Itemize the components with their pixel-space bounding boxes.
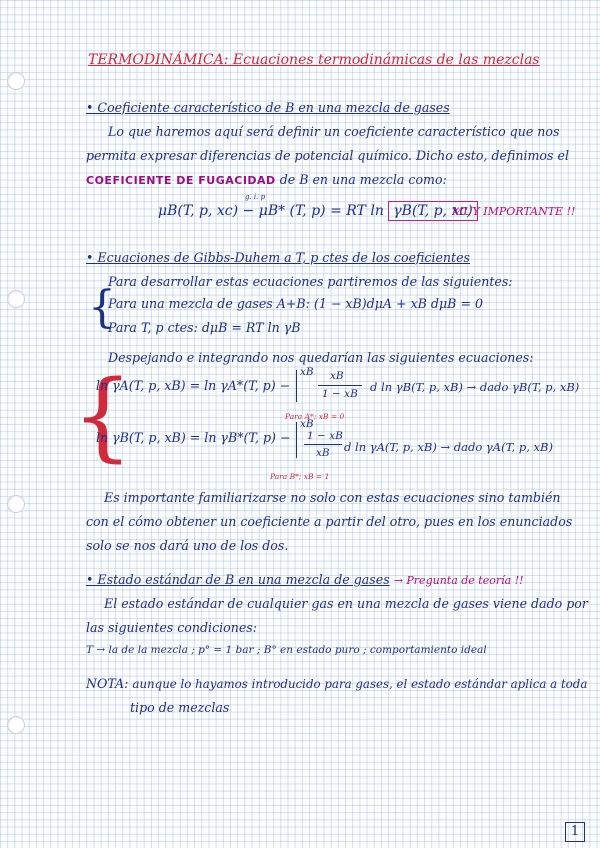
paragraph-line: permita expresar diferencias de potencial químico. Dicho esto, definimos el	[86, 148, 569, 163]
fraction-bar	[304, 444, 342, 445]
fraction-bar	[318, 385, 362, 386]
equation-gibbs-duhem: Para una mezcla de gases A+B: (1 − xB)dμA + xB dμB = 0	[108, 296, 484, 311]
heading-note: → Pregunta de teoría !!	[393, 574, 524, 587]
punch-hole	[7, 72, 25, 90]
note-line	[86, 676, 587, 691]
punch-hole	[7, 495, 25, 513]
note-text: aunque lo hayamos introducido para gases, el estado estándar aplica a toda	[132, 677, 588, 691]
paragraph-line: Para desarrollar estas ecuaciones partiremos de las siguientes:	[108, 274, 513, 289]
paragraph-line: tipo de mezclas	[130, 700, 230, 715]
integral-sign	[296, 422, 297, 458]
paragraph-line: Despejando e integrando nos quedarían las siguientes ecuaciones:	[108, 350, 534, 365]
section-heading-gibbs-duhem: • Ecuaciones de Gibbs-Duhem a T, p ctes de los coeficientes	[86, 250, 471, 265]
page-number: 1	[565, 822, 585, 842]
paragraph-line: Es importante familiarizarse no solo con estas ecuaciones sino también	[104, 490, 561, 505]
standard-state-conditions: T → la de la mezcla ; p° = 1 bar ; B° en estado puro ; comportamiento ideal	[86, 644, 487, 656]
term-fugacity-coefficient: COEFICIENTE DE FUGACIDAD	[86, 174, 276, 187]
section-heading-fugacity: • Coeficiente característico de B en una mezcla de gases	[86, 100, 450, 115]
fraction-numerator: xB	[330, 370, 344, 382]
equation-left: μB(T, p, xc) − μB* (T, p) = RT ln	[158, 203, 384, 219]
left-brace: {	[88, 282, 116, 333]
integral-lower-note: Para A*; xB = 0	[285, 412, 345, 421]
paragraph-line: con el cómo obtener un coeficiente a partir del otro, pues en los enunciados	[86, 514, 573, 529]
paragraph-text: de B en una mezcla como:	[279, 172, 447, 187]
equation-chemical-potential: Para T, p ctes: dμB = RT ln γB	[108, 320, 301, 335]
page-title: TERMODINÁMICA: Ecuaciones termodinámicas de las mezclas	[88, 52, 540, 68]
integral-upper-limit: xB	[300, 366, 314, 378]
paragraph-line: solo se nos dará uno de los dos.	[86, 538, 289, 553]
fraction-denominator: 1 − xB	[322, 388, 358, 400]
equation-lngammaA: ln γA(T, p, xB) = ln γA*(T, p) −	[96, 378, 291, 393]
section-heading-standard-state	[86, 572, 524, 587]
equation-lngammaB: ln γB(T, p, xB) = ln γB*(T, p) −	[96, 430, 291, 445]
fugacity-equation	[158, 203, 478, 219]
punch-hole	[7, 716, 25, 734]
fraction-numerator: 1 − xB	[307, 430, 343, 442]
equation-boxed-term: γB(T, p, xc)	[388, 201, 477, 221]
punch-hole	[7, 290, 25, 308]
integral-sign	[296, 370, 297, 402]
integral-upper-limit: xB	[300, 418, 314, 430]
equation-rhs: d ln γB(T, p, xB) → dado γB(T, p, xB)	[370, 380, 580, 394]
paragraph-line: las siguientes condiciones:	[86, 620, 258, 635]
left-brace-red: {	[72, 360, 134, 472]
equation-rhs: d ln γA(T, p, xB) → dado γA(T, p, xB)	[344, 440, 553, 454]
fraction-denominator: xB	[316, 447, 330, 459]
paragraph-line: Lo que haremos aquí será definir un coeficiente característico que nos	[108, 124, 560, 139]
paragraph-line: El estado estándar de cualquier gas en una mezcla de gases viene dado por	[104, 596, 588, 611]
important-note: MUY IMPORTANTE !!	[452, 205, 576, 218]
paragraph-line	[86, 172, 447, 187]
equation-superscript: g. i. p	[245, 193, 266, 201]
integral-lower-note: Para B*; xB = 1	[270, 472, 330, 481]
note-label: NOTA:	[86, 676, 129, 691]
heading-text: • Estado estándar de B en una mezcla de gases	[86, 572, 390, 587]
